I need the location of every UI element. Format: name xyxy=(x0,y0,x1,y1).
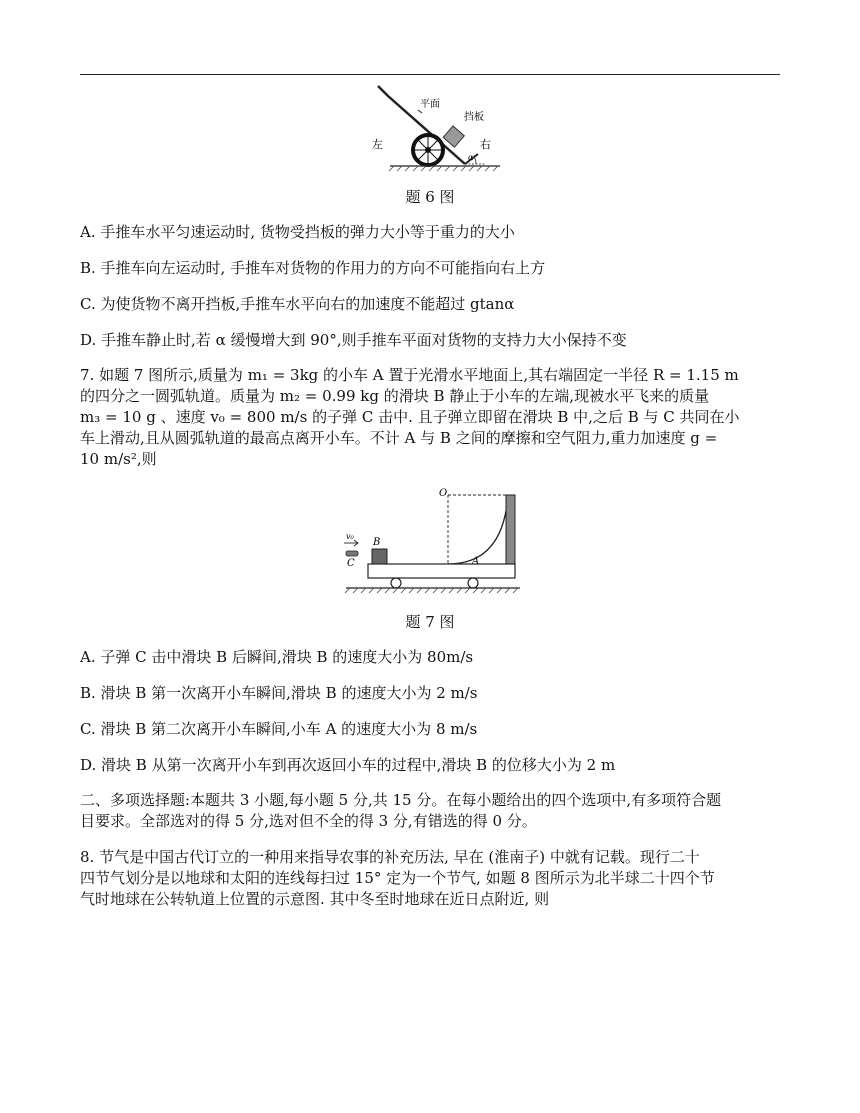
q7-option-b: B. 滑块 B 第一次离开小车瞬间,滑块 B 的速度大小为 2 m/s xyxy=(80,684,478,702)
section2-line: 二、多项选择题:本题共 3 小题,每小题 5 分,共 15 分。在每小题给出的四个选项中,有多项符合题 xyxy=(80,791,722,809)
q6-option-d: D. 手推车静止时,若 α 缓慢增大到 90°,则手推车平面对货物的支持力大小保持不变 xyxy=(80,331,627,349)
label-plane: 平面 xyxy=(420,99,440,110)
header-rule xyxy=(80,74,780,75)
label-o: O xyxy=(439,488,448,499)
label-c: C xyxy=(347,558,355,569)
cart-wheel-right xyxy=(468,578,478,588)
q7-stem-line: 7. 如题 7 图所示,质量为 m₁ = 3kg 的小车 A 置于光滑水平地面上,其右端固定一半径 R = 1.15 m xyxy=(80,366,739,384)
label-left: 左 xyxy=(372,138,383,151)
q7-stem-line: 车上滑动,且从圆弧轨道的最高点离开小车。不计 A 与 B 之间的摩擦和空气阻力,重力加速度 g = xyxy=(80,429,718,447)
cart-body xyxy=(368,564,515,578)
block-b xyxy=(372,549,387,564)
q7-stem-line: m₃ = 10 g 、速度 v₀ = 800 m/s 的子弹 C 击中. 且子弹立即留在滑块 B 中,之后 B 与 C 共同在小 xyxy=(80,408,740,426)
label-a: A xyxy=(472,556,480,567)
label-baffle: 挡板 xyxy=(464,112,484,123)
cargo-box xyxy=(443,126,464,147)
cart-wheel-left xyxy=(391,578,401,588)
q7-figure xyxy=(338,488,523,598)
q7-stem-line: 的四分之一圆弧轨道。质量为 m₂ = 0.99 kg 的滑块 B 静止于小车的左端,现被水平飞来的质量 xyxy=(80,387,710,405)
arc-track xyxy=(448,495,508,564)
cart-handle xyxy=(378,86,388,96)
bullet-c xyxy=(346,551,358,556)
q6-figure xyxy=(360,80,510,172)
q8-stem-line: 四节气划分是以地球和太阳的连线每扫过 15° 定为一个节气, 如题 8 图所示为北半球二十四个节 xyxy=(80,869,715,887)
label-v0: v₀ xyxy=(346,532,354,541)
q8-stem-line: 气时地球在公转轨道上位置的示意图. 其中冬至时地球在近日点附近, 则 xyxy=(80,890,550,908)
q6-caption: 题 6 图 xyxy=(405,188,455,206)
label-right: 右 xyxy=(480,138,491,151)
q8-stem xyxy=(80,847,780,910)
label-alpha: α xyxy=(468,153,474,162)
section2-line: 目要求。全部选对的得 5 分,选对但不全的得 3 分,有错选的得 0 分。 xyxy=(80,812,537,830)
q8-stem-line: 8. 节气是中国古代订立的一种用来指导农事的补充历法, 早在 (淮南子) 中就有记载。现行二十 xyxy=(80,848,700,866)
q7-option-a: A. 子弹 C 击中滑块 B 后瞬间,滑块 B 的速度大小为 80m/s xyxy=(80,648,474,666)
q7-stem-line: 10 m/s²,则 xyxy=(80,450,157,468)
q6-option-c: C. 为使货物不离开挡板,手推车水平向右的加速度不能超过 gtanα xyxy=(80,295,515,313)
section2-heading xyxy=(80,790,780,832)
label-b: B xyxy=(373,537,381,548)
q6-option-b: B. 手推车向左运动时, 手推车对货物的作用力的方向不可能指向右上方 xyxy=(80,259,546,277)
q7-option-d: D. 滑块 B 从第一次离开小车到再次返回小车的过程中,滑块 B 的位移大小为 2 m xyxy=(80,756,616,774)
q7-option-c: C. 滑块 B 第二次离开小车瞬间,小车 A 的速度大小为 8 m/s xyxy=(80,720,478,738)
q7-caption: 题 7 图 xyxy=(405,613,455,631)
q7-stem xyxy=(80,365,780,470)
q6-option-a: A. 手推车水平匀速运动时, 货物受挡板的弹力大小等于重力的大小 xyxy=(80,223,515,241)
